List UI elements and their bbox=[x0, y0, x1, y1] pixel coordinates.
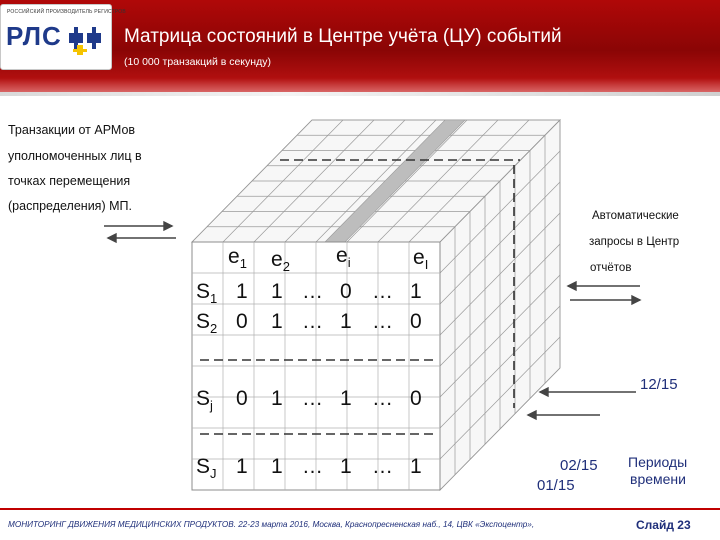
matrix-cell-0-vi: 0 bbox=[340, 280, 352, 303]
column-header-ei: $e_i$ bbox=[336, 244, 351, 271]
left-text-line-3: точках перемещения bbox=[8, 174, 131, 188]
footer-text: МОНИТОРИНГ ДВИЖЕНИЯ МЕДИЦИНСКИХ ПРОДУКТОВ. 22-23 марта 2016, Москва, Краснопресненская наб., 14, ЦВК «Экспоцентр», bbox=[8, 520, 535, 529]
column-header-e2: $e_2$ bbox=[271, 248, 290, 275]
matrix-cell-3-v1: 1 bbox=[236, 455, 248, 478]
matrix-cell-2-vi: 1 bbox=[340, 387, 352, 410]
footer-divider bbox=[0, 508, 720, 510]
period-label-01-15: 01/15 bbox=[537, 477, 575, 494]
matrix-cell-2-v2: 1 bbox=[271, 387, 283, 410]
matrix-cell-1-vi: 1 bbox=[340, 310, 352, 333]
page-title: Матрица состояний в Центре учёта (ЦУ) событий bbox=[124, 26, 562, 47]
row-label-0: $S_1$ bbox=[196, 280, 218, 307]
column-header-eI: $e_I$ bbox=[413, 246, 429, 273]
matrix-cell-1-dots2: … bbox=[372, 310, 393, 333]
matrix-cell-3-v2: 1 bbox=[271, 455, 283, 478]
right-text-line-3: отчётов bbox=[590, 262, 632, 274]
column-header-e1: $e_1$ bbox=[228, 245, 247, 272]
matrix-cell-1-v2: 1 bbox=[271, 310, 283, 333]
matrix-cell-1-vI: 0 bbox=[410, 310, 422, 333]
left-text-line-1: Транзакции от АРМов bbox=[8, 123, 136, 137]
matrix-cell-3-dots1: … bbox=[302, 455, 323, 478]
logo-text: РЛС bbox=[6, 21, 62, 51]
period-label-02-15: 02/15 bbox=[560, 457, 598, 474]
row-label-2: $S_j$ bbox=[196, 387, 213, 414]
matrix-cell-3-dots2: … bbox=[372, 455, 393, 478]
periods-caption-line-2: времени bbox=[630, 471, 686, 487]
matrix-cell-1-v1: 0 bbox=[236, 310, 248, 333]
periods-caption-line-1: Периоды bbox=[628, 454, 688, 470]
matrix-cell-0-dots2: … bbox=[372, 280, 393, 303]
row-label-1: $S_2$ bbox=[196, 310, 218, 337]
left-text-line-2: уполномоченных лиц в bbox=[8, 149, 142, 163]
matrix-cell-2-dots2: … bbox=[372, 387, 393, 410]
slide-number: Слайд 23 bbox=[636, 518, 691, 532]
matrix-cell-3-vi: 1 bbox=[340, 455, 352, 478]
row-label-3: $S_J$ bbox=[196, 455, 217, 482]
matrix-cell-3-vI: 1 bbox=[410, 455, 422, 478]
matrix-cell-0-v2: 1 bbox=[271, 280, 283, 303]
matrix-cell-0-dots1: … bbox=[302, 280, 323, 303]
right-text-line-2: запросы в Центр bbox=[589, 236, 680, 248]
matrix-cell-1-dots1: … bbox=[302, 310, 323, 333]
left-text-line-4: (распределения) МП. bbox=[8, 199, 132, 213]
logo-tagline: РОССИЙСКИЙ ПРОИЗВОДИТЕЛЬ РЕГИСТРОВ bbox=[7, 9, 126, 15]
matrix-cell-2-dots1: … bbox=[302, 387, 323, 410]
period-label-12-15: 12/15 bbox=[640, 376, 678, 393]
matrix-cell-0-vI: 1 bbox=[410, 280, 422, 303]
matrix-cell-2-v1: 0 bbox=[236, 387, 248, 410]
matrix-cell-2-vI: 0 bbox=[410, 387, 422, 410]
matrix-cell-0-v1: 1 bbox=[236, 280, 248, 303]
right-text-line-1: Автоматические bbox=[592, 210, 679, 222]
page-subtitle: (10 000 транзакций в секунду) bbox=[124, 56, 271, 68]
